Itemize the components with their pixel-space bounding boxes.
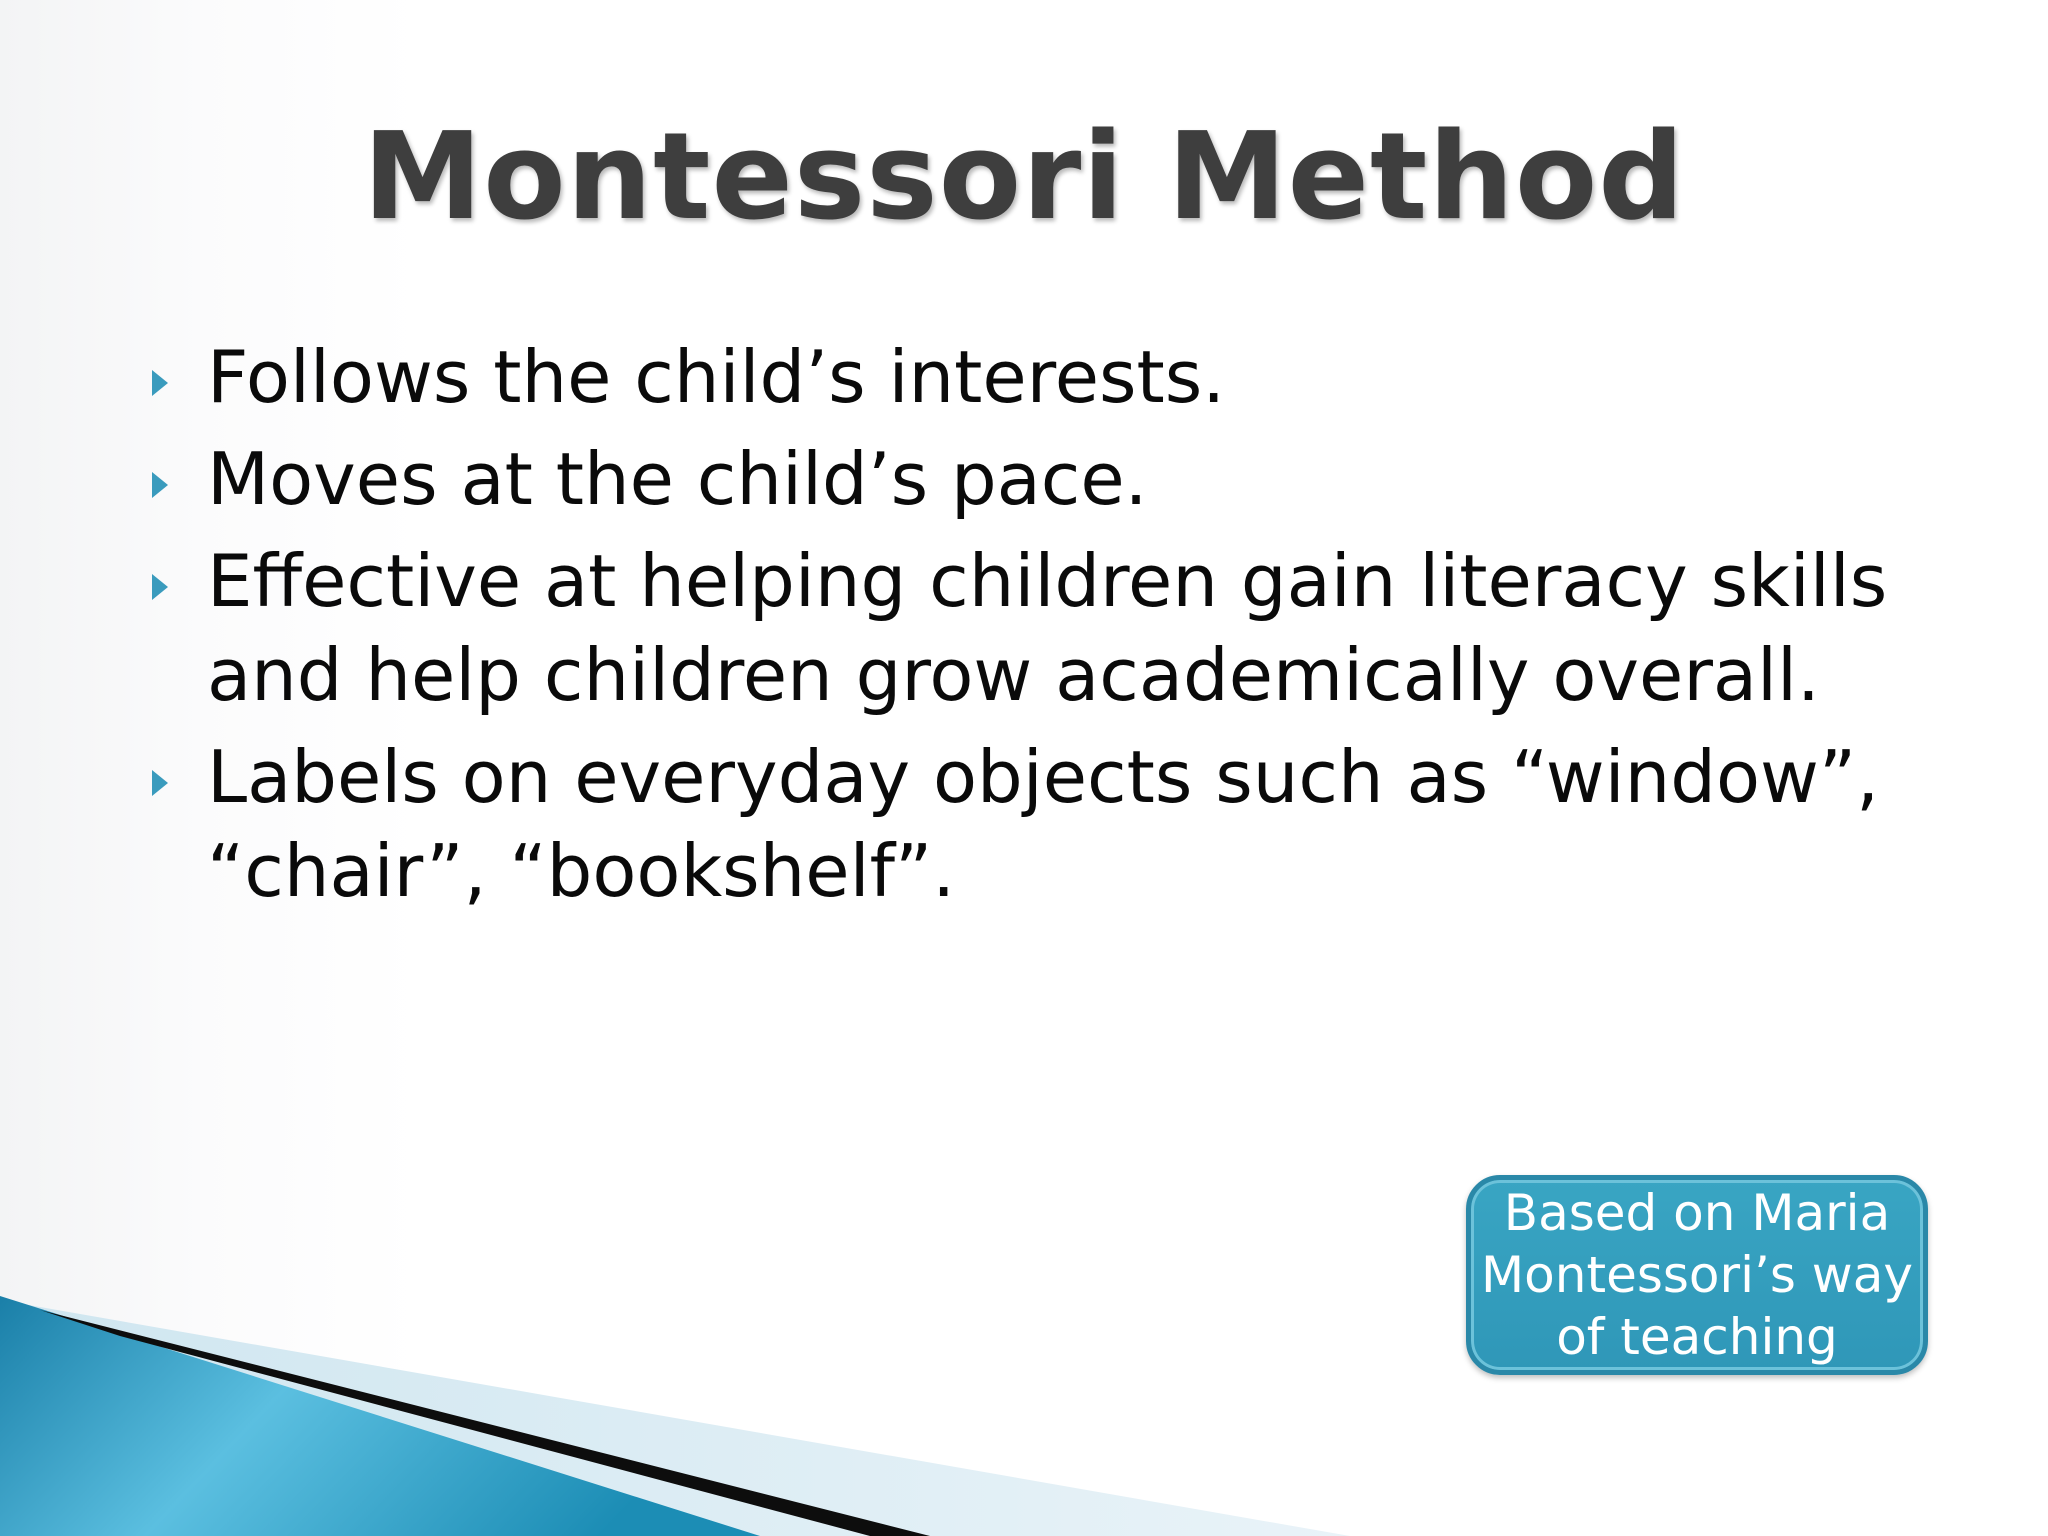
triangle-right-icon xyxy=(152,770,168,796)
bullet-item xyxy=(152,730,1952,918)
triangle-right-icon xyxy=(152,472,168,498)
bullet-text: Follows the child’s interests. xyxy=(207,335,1226,419)
bullet-item xyxy=(152,432,1952,526)
bullet-text: Labels on everyday objects such as “window”, “chair”, “bookshelf”. xyxy=(207,735,1880,913)
bullet-text: Effective at helping children gain literacy skills and help children grow academically overall. xyxy=(207,539,1888,717)
slide-title: Montessori Method xyxy=(362,108,1686,247)
triangle-right-icon xyxy=(152,370,168,396)
triangle-right-icon xyxy=(152,574,168,600)
callout-box xyxy=(1466,1175,1928,1375)
bullet-item xyxy=(152,534,1952,722)
bullet-list xyxy=(152,330,1952,926)
bullet-item xyxy=(152,330,1952,424)
bullet-text: Moves at the child’s pace. xyxy=(207,437,1148,521)
callout-text: Based on Maria Montessori’s way of teaching xyxy=(1481,1184,1913,1366)
